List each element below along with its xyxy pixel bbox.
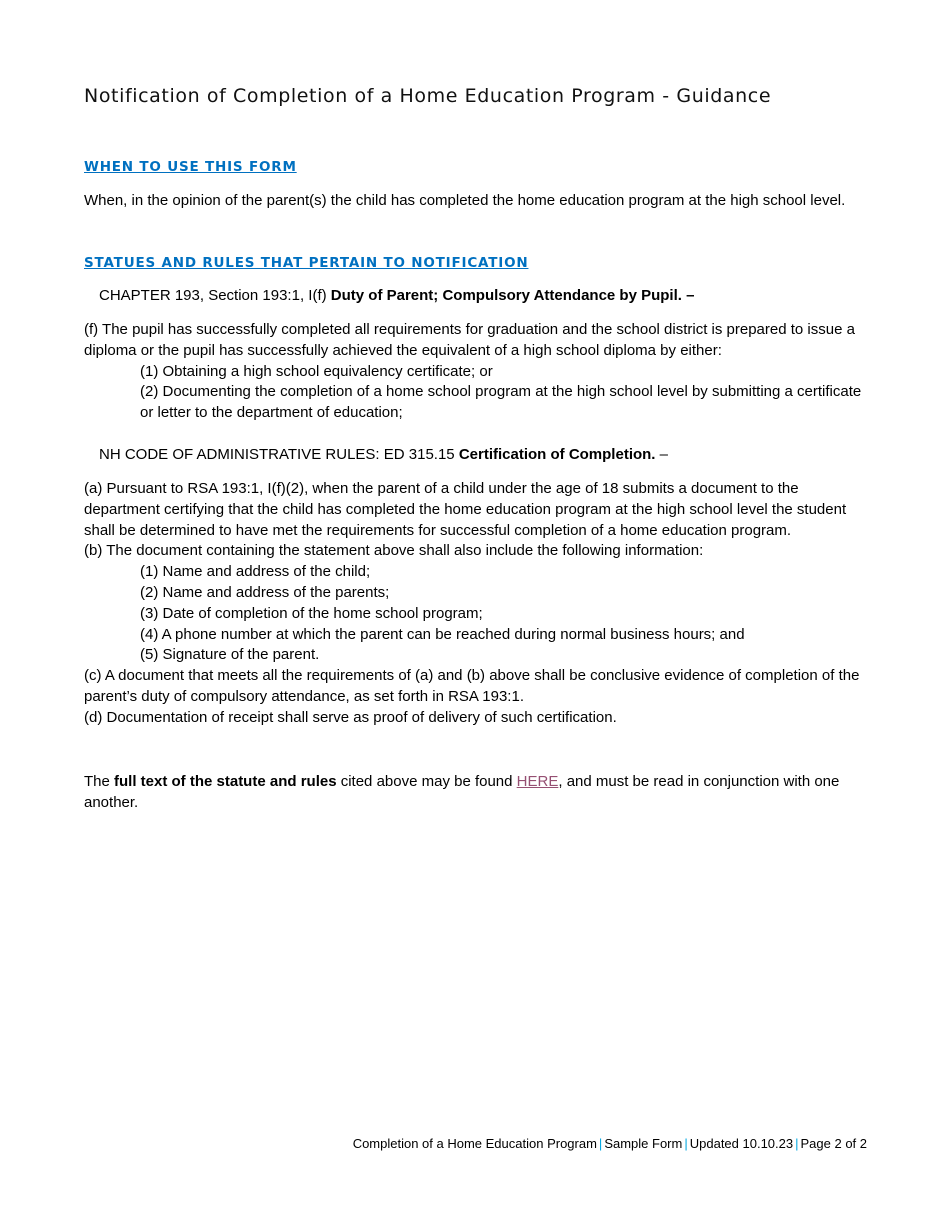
footer-separator: | — [598, 1136, 603, 1151]
note-bold: full text of the statute and rules — [114, 773, 337, 790]
rule-a-text: (a) Pursuant to RSA 193:1, I(f)(2), when the parent of a child under the age of 18 submits a document to the department certifying that the child has completed the home education program at the high school level the student shall be determined to have met the requirements for successful completion of a home education program. — [84, 480, 847, 539]
rule-b-item: (5) Signature of the parent. — [140, 646, 320, 664]
statute-f-text: (f) The pupil has successfully completed all requirements for graduation and the school district is prepared to issue a diploma or the pupil has successfully achieved the equivalent of a high school diploma by either: — [84, 321, 855, 359]
note-suffix: , and must be read in conjunction with one another. — [84, 773, 840, 811]
rule-b-item: (3) Date of completion of the home school program; — [140, 604, 483, 622]
when-to-use-text — [84, 191, 874, 212]
chapter-title: Duty of Parent; Compulsory Attendance by Pupil. – — [330, 287, 695, 304]
note-prefix: The — [84, 773, 115, 790]
rule-b-item: (1) Name and address of the child; — [140, 563, 371, 581]
rule-b-item: (2) Name and address of the parents; — [140, 583, 390, 601]
section-heading-statutes: STATUES AND RULES THAT PERTAIN TO NOTIFICATION — [84, 255, 529, 271]
page-title: Notification of Completion of a Home Education Program - Guidance — [84, 85, 772, 107]
rule-b-text: (b) The document containing the statement above shall also include the following information: — [84, 542, 704, 560]
rule-d-text: (d) Documentation of receipt shall serve as proof of delivery of such certification. — [84, 708, 617, 726]
statute-f-item: (1) Obtaining a high school equivalency certificate; or — [140, 362, 493, 380]
footer-page-number: Page 2 of 2 — [800, 1136, 867, 1151]
chapter-line — [84, 286, 874, 307]
section-heading-when-to-use: WHEN TO USE THIS FORM — [84, 159, 297, 175]
here-link[interactable]: HERE — [516, 773, 559, 790]
rule-c-text: (c) A document that meets all the requirements of (a) and (b) above shall be conclusive evidence of completion of the parent’s duty of compulsory attendance, as set forth in RSA 193:1. — [84, 667, 860, 705]
rules-line — [84, 445, 874, 466]
rules-title: Certification of Completion. — [458, 446, 656, 463]
statute-f-item: (2) Documenting the completion of a home school program at the high school level by submitting a certificate or letter to the department of education; — [140, 383, 862, 422]
note-middle: cited above may be found — [336, 773, 517, 790]
page-footer — [353, 1136, 867, 1151]
rules-suffix: – — [655, 446, 668, 463]
footer-updated-date: Updated 10.10.23 — [689, 1136, 794, 1151]
full-text-note — [84, 772, 874, 814]
full-text-paragraph — [84, 772, 874, 814]
rule-b-item: (4) A phone number at which the parent can be reached during normal business hours; and — [140, 625, 745, 643]
rules-body — [84, 479, 874, 729]
chapter-citation — [84, 286, 874, 307]
rules-prefix: NH CODE OF ADMINISTRATIVE RULES: ED 315.15 — [99, 446, 459, 463]
statute-f-block — [84, 320, 874, 424]
footer-separator: | — [795, 1136, 799, 1151]
chapter-prefix: CHAPTER 193, Section 193:1, I(f) — [99, 287, 331, 304]
footer-form-type: Sample Form — [604, 1136, 683, 1151]
rules-citation — [84, 445, 874, 466]
footer-separator: | — [684, 1136, 688, 1151]
when-to-use-paragraph: When, in the opinion of the parent(s) the child has completed the home education program at the high school level. — [84, 192, 846, 209]
footer-document-name: Completion of a Home Education Program — [352, 1136, 597, 1151]
